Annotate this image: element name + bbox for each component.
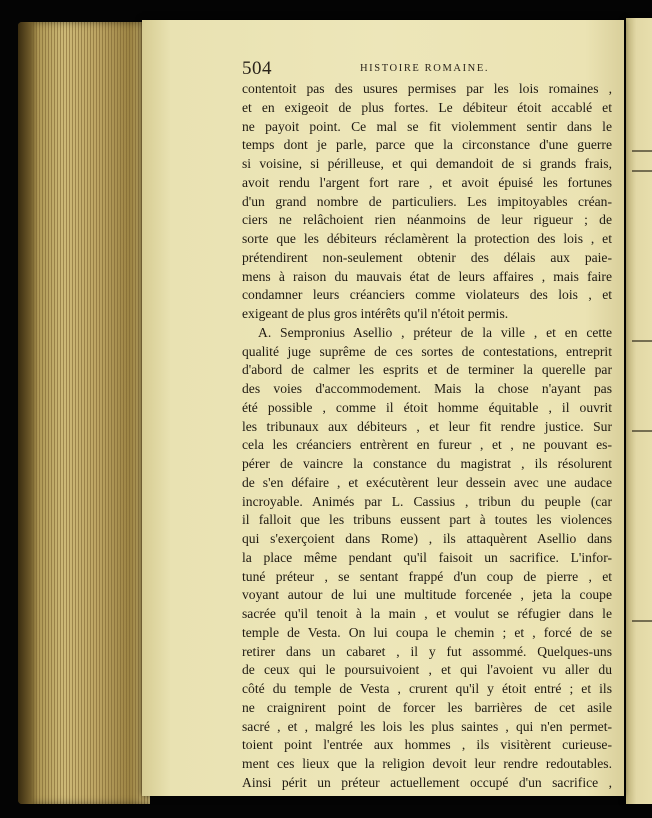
text-line: sorte que les débiteurs réclamèrent la protection des lois , et [242, 231, 612, 246]
text-line: exigeant de plus gros intérêts qu'il n'étoit permis. [242, 306, 509, 321]
text-line: la place même pendant qu'il faisoit un sacrifice. L'infor- [242, 549, 612, 565]
text-line: retirer dans un cabaret , il y fut assommé. Quelques-uns [242, 643, 612, 659]
text-line: sacrée qu'il tenoit à la main , et voulut se réfugier dans le [242, 606, 612, 621]
text-line: de s'en défaire , et exécutèrent leur dessein avec une audace [242, 474, 612, 490]
text-line: toient point l'entrée aux hommes , ils visitèrent curieuse- [242, 737, 612, 753]
text-line: sacré , et , malgré les lois les plus saintes , qui n'en permet- [242, 718, 612, 734]
text-line: qui s'exerçoient dans Rome) , ils attaquèrent Asellio dans [242, 531, 612, 546]
text-line: voyant autour de lui une multitude forcenée , jeta la coupe [242, 587, 612, 603]
facing-page-text-edge [632, 150, 652, 152]
text-line: les tribunaux aux débiteurs , et leur fit rendre justice. Sur [242, 418, 612, 434]
text-line: ciers ne relâchoient rien néanmoins de leur rigueur ; de [242, 212, 612, 228]
text-line: prétendirent non-seulement obtenir des délais aux paie- [242, 249, 612, 265]
page-header [242, 58, 614, 82]
text-line: côté du temple de Vesta , crurent qu'il y étoit entré ; et ils [242, 681, 612, 696]
text-line: été possible , comme il étoit homme équitable , il ouvrit [242, 399, 612, 415]
facing-page-text-edge [632, 170, 652, 172]
text-line: ment ces lieux que la religion devoit leur rendre redoutables. [242, 756, 612, 771]
page-body-text [242, 80, 612, 793]
text-line: ne craignirent point de forcer les barrières de cet asile [242, 699, 612, 715]
text-line: des voies d'accommodement. Mais la chose n'ayant pas [242, 381, 612, 396]
text-line: contentoit pas des usures permises par les lois romaines , [242, 81, 612, 96]
facing-page-text-edge [632, 430, 652, 432]
facing-page-edge [626, 18, 652, 804]
text-line: pérer de vaincre la constance du magistrat , ils résolurent [242, 456, 612, 471]
text-line: Ainsi périt un préteur actuellement occupé d'un sacrifice , [242, 774, 612, 790]
paragraph-2 [242, 324, 612, 793]
text-line: d'un grand nombre de particuliers. Les impitoyables créan- [242, 193, 612, 209]
text-line: de ceux qui le poursuivoient , et qui l'avoient vu aller du [242, 662, 612, 678]
text-line: temple de Vesta. On lui coupa le chemin ; et , forcé de se [242, 624, 612, 640]
text-line: incroyable. Animés par L. Cassius , tribun du peuple (car [242, 493, 612, 509]
text-line: mens à raison du mauvais état de leurs affaires , mais faire [242, 268, 612, 284]
text-line: si voisine, si périlleuse, et qui demandoit de si grands frais, [242, 156, 612, 171]
text-line: qualité juge suprême de ces sortes de contestations, entreprit [242, 343, 612, 359]
text-line: ne payoit point. Ce mal se fit violemment sentir dans le [242, 118, 612, 134]
text-line: d'abord de calmer les esprits et de terminer la querelle par [242, 362, 612, 378]
running-head: HISTOIRE ROMAINE. [360, 63, 490, 74]
text-line: condamner leurs créanciers comme violateurs des lois , et [242, 287, 612, 303]
text-line: il falloit que les tribuns eussent part à toutes les violences [242, 512, 612, 528]
text-line: cela les créanciers entrèrent en fureur , et , ne pouvant es- [242, 437, 612, 453]
text-line: avoit rendu l'argent fort rare , et avoit épuisé les fortunes [242, 174, 612, 190]
paragraph-1 [242, 80, 612, 324]
text-line: et en exigeoit de plus fortes. Le débiteur étoit accablé et [242, 99, 612, 115]
text-line: tuné préteur , se sentant frappé d'un coup de pierre , et [242, 568, 612, 584]
facing-page-text-edge [632, 340, 652, 342]
text-line: temps dont je parle, parce que la circonstance d'une guerre [242, 137, 612, 153]
facing-page-text-edge [632, 620, 652, 622]
text-line: A. Sempronius Asellio , préteur de la ville , et en cette [258, 324, 612, 340]
book-spine-shadow [18, 22, 38, 804]
page-number: 504 [242, 58, 272, 79]
